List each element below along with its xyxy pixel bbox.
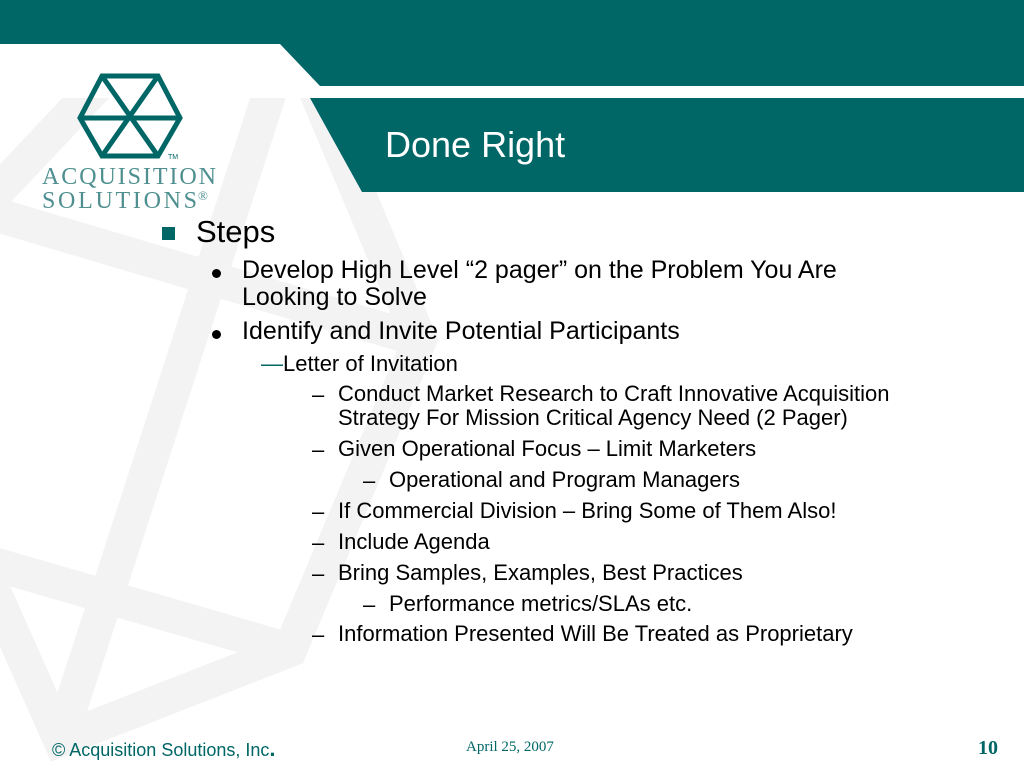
bullet-develop-continued: Looking to Solve xyxy=(242,283,427,311)
logo-text-solutions: SOLUTIONS xyxy=(42,188,197,212)
logo-text-acquisition: ACQUISITION xyxy=(42,164,216,190)
dash-bullet: – xyxy=(312,382,325,407)
slide-title: Done Right xyxy=(385,124,566,165)
sub-item-operational-focus: Given Operational Focus – Limit Marketers xyxy=(338,436,757,461)
dash-bullet: – xyxy=(363,468,376,493)
bullet-identify: Identify and Invite Potential Participants xyxy=(242,317,680,345)
dash-bullet: – xyxy=(312,530,325,555)
footer-date: April 25, 2007 xyxy=(466,739,554,755)
dash-bullet: – xyxy=(312,561,325,586)
sub-item-market-research: Conduct Market Research to Craft Innovative Acquisition xyxy=(338,381,890,406)
sub-item-proprietary: Information Presented Will Be Treated as Proprietary xyxy=(338,621,853,646)
square-bullet-icon xyxy=(162,227,175,240)
copyright-text: © Acquisition Solutions, Inc xyxy=(52,740,270,760)
bullet-develop: Develop High Level “2 pager” on the Problem You Are xyxy=(242,256,837,284)
bullet-steps: Steps xyxy=(196,214,276,249)
sub-sub-item-managers: Operational and Program Managers xyxy=(389,467,740,492)
footer-copyright xyxy=(52,736,276,762)
sub-sub-item-metrics: Performance metrics/SLAs etc. xyxy=(389,591,693,616)
sub-item-samples: Bring Samples, Examples, Best Practices xyxy=(338,560,743,585)
hexagon-logo-icon xyxy=(40,72,220,212)
dash-bullet: – xyxy=(363,592,376,617)
sub-item-commercial-division: If Commercial Division – Bring Some of Them Also! xyxy=(338,498,837,523)
company-logo xyxy=(40,72,220,212)
dash-bullet: – xyxy=(312,437,325,462)
dash-bullet: – xyxy=(312,499,325,524)
em-dash-marker: — xyxy=(261,351,283,376)
dash-bullet: – xyxy=(312,622,325,647)
sub-item-agenda: Include Agenda xyxy=(338,529,490,554)
registered-mark: ® xyxy=(198,188,208,203)
copyright-period: . xyxy=(269,736,276,761)
round-bullet-icon xyxy=(212,269,221,278)
sub-heading-letter xyxy=(261,351,458,377)
round-bullet-icon xyxy=(212,330,221,339)
slide-number: 10 xyxy=(978,737,998,759)
sub-item-market-research-continued: Strategy For Mission Critical Agency Need (2 Pager) xyxy=(338,405,848,430)
sub-heading-text: Letter of Invitation xyxy=(283,351,458,376)
trademark-text: TM xyxy=(168,154,179,161)
